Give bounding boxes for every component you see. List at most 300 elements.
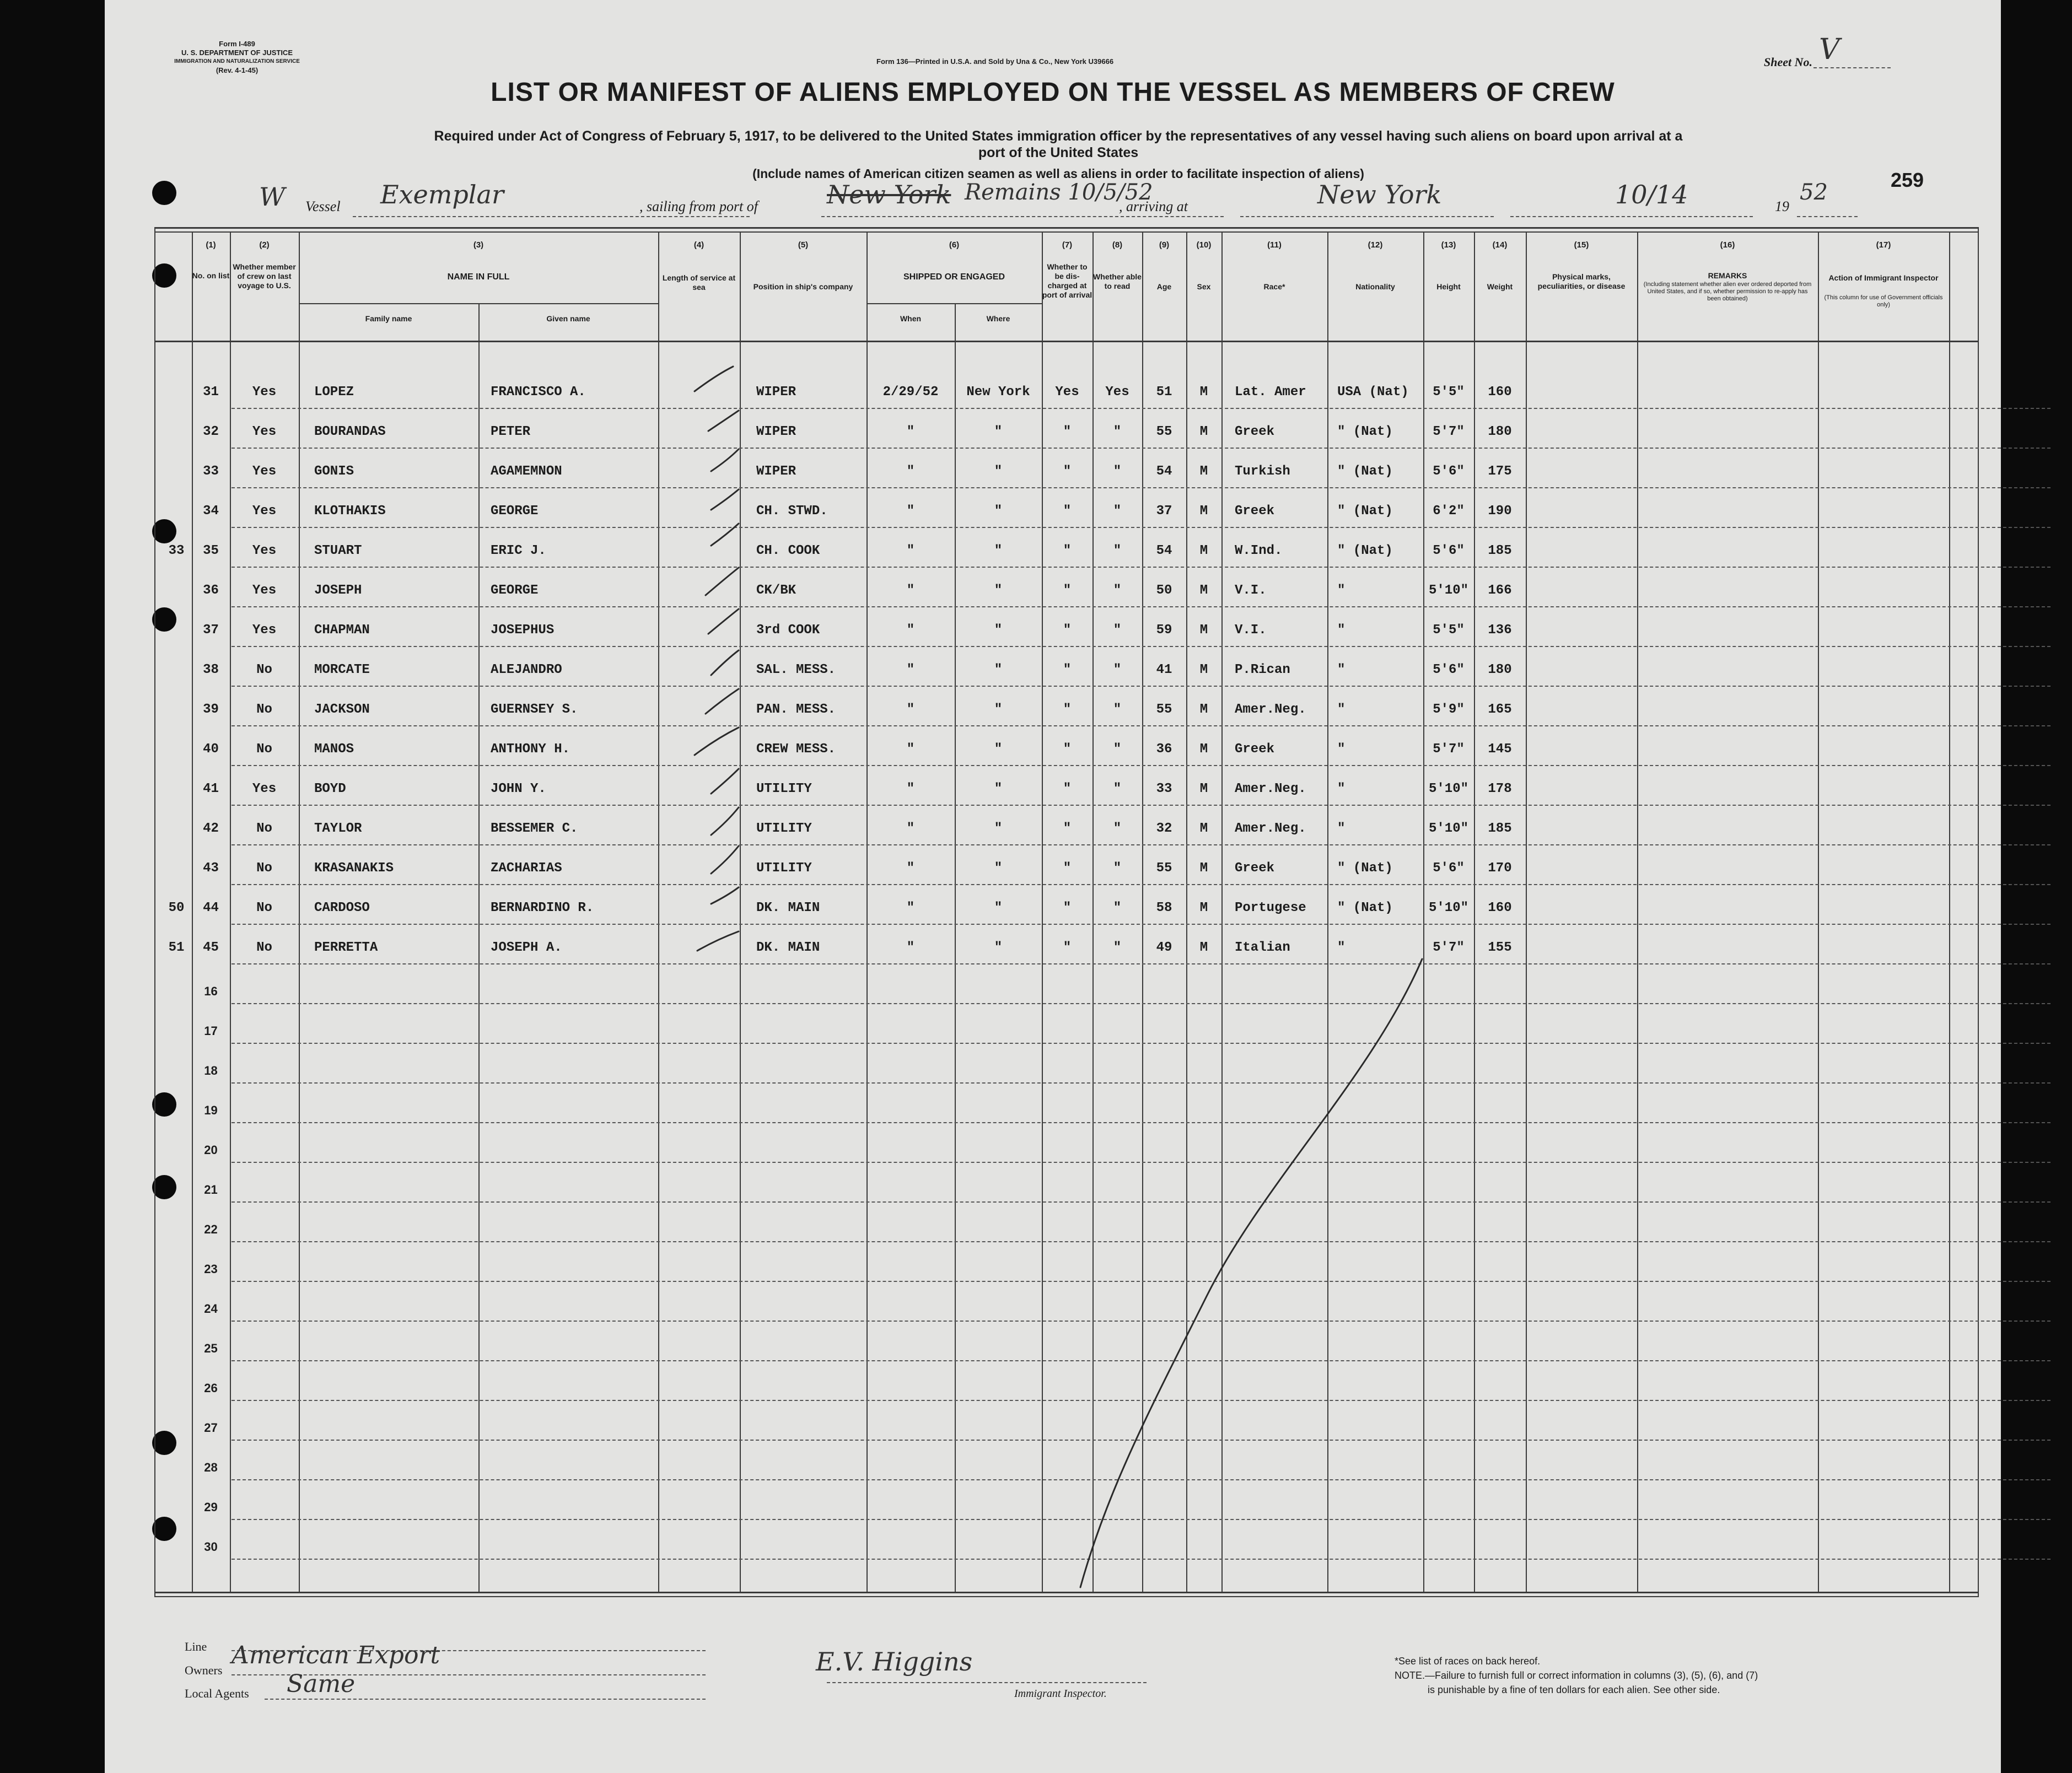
row-8-height: 5'6" <box>1433 662 1465 677</box>
row-10-prev: No <box>256 742 272 757</box>
row-15-nat: " <box>1337 940 1346 955</box>
row-13-weight: 170 <box>1488 861 1512 876</box>
row-11-height: 5'10" <box>1428 782 1468 796</box>
given-name-header: Given name <box>546 314 590 323</box>
blank-row-number: 19 <box>204 1103 218 1117</box>
blank-row-number: 29 <box>204 1500 218 1514</box>
row-12-given: BESSEMER C. <box>491 821 578 836</box>
year-suffix: 52 <box>1800 180 1828 205</box>
handwritten-marks <box>105 0 2001 1773</box>
row-8-where: " <box>994 662 1003 677</box>
row-14-nat: " (Nat) <box>1337 901 1393 915</box>
row-7-read: " <box>1113 623 1122 638</box>
row-3-weight: 175 <box>1488 464 1512 479</box>
row-5-lead: 33 <box>168 543 185 558</box>
row-1-age: 51 <box>1156 385 1172 400</box>
row-13-disch: " <box>1063 861 1072 876</box>
row-13-when: " <box>906 861 915 876</box>
row-8-position: SAL. MESS. <box>756 662 836 677</box>
row-14-given: BERNARDINO R. <box>491 901 594 915</box>
row-15-disch: " <box>1063 940 1072 955</box>
row-15-position: DK. MAIN <box>756 940 820 955</box>
col-15-number: (15) <box>1574 240 1589 250</box>
blank-row-number: 25 <box>204 1341 218 1355</box>
blank-row-number: 21 <box>204 1183 218 1197</box>
row-13-where: " <box>994 861 1003 876</box>
row-14-no: 44 <box>203 901 219 915</box>
row-2-age: 55 <box>1156 424 1172 439</box>
row-4-nat: " (Nat) <box>1337 504 1393 519</box>
row-10-race: Greek <box>1235 742 1275 757</box>
row-9-weight: 165 <box>1488 702 1512 717</box>
col-7-number: (7) <box>1062 240 1073 250</box>
col-14-number: (14) <box>1492 240 1508 250</box>
row-4-read: " <box>1113 504 1122 519</box>
col-7-header: Whether to be dis-charged at port of arrival <box>1042 262 1092 299</box>
row-11-no: 41 <box>203 782 219 796</box>
row-9-prev: No <box>256 702 272 717</box>
row-15-given: JOSEPH A. <box>491 940 562 955</box>
row-12-nat: " <box>1337 821 1346 836</box>
arriving-label: , arriving at <box>1119 198 1188 214</box>
row-11-nat: " <box>1337 782 1346 796</box>
row-2-when: " <box>906 424 915 439</box>
row-13-race: Greek <box>1235 861 1275 876</box>
col-5-number: (5) <box>798 240 809 250</box>
row-9-sex: M <box>1199 702 1208 717</box>
row-13-height: 5'6" <box>1433 861 1465 876</box>
department: U. S. DEPARTMENT OF JUSTICE <box>181 48 293 57</box>
row-8-sex: M <box>1199 662 1208 677</box>
row-15-race: Italian <box>1235 940 1290 955</box>
row-4-age: 37 <box>1156 504 1172 519</box>
row-6-prev: Yes <box>252 583 277 598</box>
row-7-age: 59 <box>1156 623 1172 638</box>
row-8-weight: 180 <box>1488 662 1512 677</box>
blank-row-number: 28 <box>204 1461 218 1474</box>
row-5-height: 5'6" <box>1433 543 1465 558</box>
col-12-header: Nationality <box>1355 282 1395 291</box>
blank-row-number: 23 <box>204 1262 218 1276</box>
row-7-nat: " <box>1337 623 1346 638</box>
row-3-given: AGAMEMNON <box>491 464 562 479</box>
row-13-nat: " (Nat) <box>1337 861 1393 876</box>
col-15-header: Physical marks, peculiarities, or disease <box>1537 272 1626 290</box>
row-4-height: 6'2" <box>1433 504 1465 519</box>
row-10-height: 5'7" <box>1433 742 1465 757</box>
row-11-age: 33 <box>1156 782 1172 796</box>
races-note: *See list of races on back hereof. <box>1395 1656 1541 1667</box>
row-10-family: MANOS <box>314 742 354 757</box>
row-14-where: " <box>994 901 1003 915</box>
row-1-given: FRANCISCO A. <box>491 385 586 400</box>
row-13-no: 43 <box>203 861 219 876</box>
arriving-port: New York <box>1317 180 1442 209</box>
row-12-disch: " <box>1063 821 1072 836</box>
row-7-disch: " <box>1063 623 1072 638</box>
row-5-given: ERIC J. <box>491 543 546 558</box>
row-1-position: WIPER <box>756 385 796 400</box>
row-14-disch: " <box>1063 901 1072 915</box>
inspector-signature: E.V. Higgins <box>816 1647 973 1677</box>
row-5-no: 35 <box>203 543 219 558</box>
inspector-label: Immigrant Inspector. <box>1014 1688 1107 1700</box>
blank-row-number: 16 <box>204 984 218 998</box>
vessel-label: Vessel <box>305 198 341 214</box>
row-11-position: UTILITY <box>756 782 812 796</box>
row-15-when: " <box>906 940 915 955</box>
row-8-read: " <box>1113 662 1122 677</box>
col-1-header: No. on list <box>192 271 230 280</box>
row-3-when: " <box>906 464 915 479</box>
blank-row-number: 17 <box>204 1024 218 1038</box>
row-6-where: " <box>994 583 1003 598</box>
row-13-given: ZACHARIAS <box>491 861 562 876</box>
col-8-number: (8) <box>1112 240 1123 250</box>
row-5-sex: M <box>1199 543 1208 558</box>
row-3-family: GONIS <box>314 464 354 479</box>
row-2-sex: M <box>1199 424 1208 439</box>
row-15-sex: M <box>1199 940 1208 955</box>
row-1-sex: M <box>1199 385 1208 400</box>
row-2-family: BOURANDAS <box>314 424 386 439</box>
row-9-where: " <box>994 702 1003 717</box>
row-9-race: Amer.Neg. <box>1235 702 1306 717</box>
col-2-header: Whether member of crew on last voyage to U.S. <box>233 262 296 290</box>
row-10-position: CREW MESS. <box>756 742 836 757</box>
row-14-lead: 50 <box>168 901 185 915</box>
row-15-age: 49 <box>1156 940 1172 955</box>
col-11-header: Race* <box>1263 282 1285 291</box>
page-number: 259 <box>1891 169 1924 191</box>
row-2-prev: Yes <box>252 424 277 439</box>
row-7-given: JOSEPHUS <box>491 623 555 638</box>
row-3-prev: Yes <box>252 464 277 479</box>
col-3-header: NAME IN FULL <box>447 272 510 282</box>
row-10-no: 40 <box>203 742 219 757</box>
row-14-weight: 160 <box>1488 901 1512 915</box>
row-5-weight: 185 <box>1488 543 1512 558</box>
row-9-disch: " <box>1063 702 1072 717</box>
arrival-date: 10/14 <box>1615 180 1688 209</box>
row-6-no: 36 <box>203 583 219 598</box>
row-4-race: Greek <box>1235 504 1275 519</box>
local-agents-value: Same <box>287 1670 356 1698</box>
row-11-when: " <box>906 782 915 796</box>
row-11-disch: " <box>1063 782 1072 796</box>
row-8-when: " <box>906 662 915 677</box>
row-4-sex: M <box>1199 504 1208 519</box>
service: IMMIGRATION AND NATURALIZATION SERVICE <box>174 58 300 64</box>
blank-row-number: 20 <box>204 1143 218 1157</box>
col-4-header: Length of service at sea <box>662 273 736 292</box>
row-9-no: 39 <box>203 702 219 717</box>
row-12-when: " <box>906 821 915 836</box>
printer-line: Form 136—Printed in U.S.A. and Sold by Una & Co., New York U39666 <box>876 57 1114 66</box>
row-6-nat: " <box>1337 583 1346 598</box>
row-7-weight: 136 <box>1488 623 1512 638</box>
row-6-when: " <box>906 583 915 598</box>
row-12-no: 42 <box>203 821 219 836</box>
row-2-weight: 180 <box>1488 424 1512 439</box>
row-10-read: " <box>1113 742 1122 757</box>
row-1-race: Lat. Amer <box>1235 385 1306 400</box>
row-9-read: " <box>1113 702 1122 717</box>
row-4-where: " <box>994 504 1003 519</box>
row-12-prev: No <box>256 821 272 836</box>
row-1-prev: Yes <box>252 385 277 400</box>
sailing-label: , sailing from port of <box>639 198 758 214</box>
row-13-position: UTILITY <box>756 861 812 876</box>
row-10-where: " <box>994 742 1003 757</box>
row-14-sex: M <box>1199 901 1208 915</box>
row-8-disch: " <box>1063 662 1072 677</box>
row-2-nat: " (Nat) <box>1337 424 1393 439</box>
row-6-sex: M <box>1199 583 1208 598</box>
row-11-sex: M <box>1199 782 1208 796</box>
row-14-when: " <box>906 901 915 915</box>
col-6-number: (6) <box>949 240 960 250</box>
col-11-number: (11) <box>1267 240 1282 250</box>
col-12-number: (12) <box>1368 240 1383 250</box>
line-label: Line <box>185 1640 207 1653</box>
row-5-prev: Yes <box>252 543 277 558</box>
blank-row-number: 26 <box>204 1381 218 1395</box>
when-header: When <box>900 314 922 323</box>
col-8-header: Whether able to read <box>1093 272 1142 290</box>
subtitle-line-3: (Include names of American citizen seamen as well as aliens in order to facilitate inspection of aliens) <box>752 166 1364 181</box>
row-10-sex: M <box>1199 742 1208 757</box>
row-2-position: WIPER <box>756 424 796 439</box>
sailing-port-struck: New York <box>827 180 951 209</box>
row-2-no: 32 <box>203 424 219 439</box>
owners-value: American Export <box>232 1641 440 1669</box>
form-number: Form I-489 <box>219 40 255 48</box>
row-7-prev: Yes <box>252 623 277 638</box>
family-name-header: Family name <box>365 314 412 323</box>
col-2-number: (2) <box>259 240 270 250</box>
sailing-port: Remains 10/5/52 <box>965 180 1153 205</box>
row-1-when: 2/29/52 <box>882 385 939 400</box>
row-3-nat: " (Nat) <box>1337 464 1393 479</box>
row-15-prev: No <box>256 940 272 955</box>
row-5-age: 54 <box>1156 543 1172 558</box>
subtitle-line-1: Required under Act of Congress of February 5, 1917, to be delivered to the United States immigration officer by the representatives of any vessel having such aliens on board upon arrival at a <box>434 128 1683 144</box>
row-4-given: GEORGE <box>491 504 539 519</box>
row-4-disch: " <box>1063 504 1072 519</box>
sheet-number: V <box>1819 33 1840 66</box>
row-2-disch: " <box>1063 424 1072 439</box>
row-12-read: " <box>1113 821 1122 836</box>
action-note: (This column for use of Government officials only) <box>1824 294 1943 308</box>
row-6-disch: " <box>1063 583 1072 598</box>
col-17-header: Action of Immigrant Inspector <box>1828 273 1939 282</box>
row-6-family: JOSEPH <box>314 583 362 598</box>
row-10-when: " <box>906 742 915 757</box>
row-13-prev: No <box>256 861 272 876</box>
row-5-when: " <box>906 543 915 558</box>
row-9-when: " <box>906 702 915 717</box>
row-10-nat: " <box>1337 742 1346 757</box>
row-12-sex: M <box>1199 821 1208 836</box>
row-15-no: 45 <box>203 940 219 955</box>
row-4-family: KLOTHAKIS <box>314 504 386 519</box>
row-5-read: " <box>1113 543 1122 558</box>
row-15-where: " <box>994 940 1003 955</box>
row-6-weight: 166 <box>1488 583 1512 598</box>
penalty-note-2: is punishable by a fine of ten dollars for each alien. See other side. <box>1428 1684 1720 1695</box>
row-13-read: " <box>1113 861 1122 876</box>
blank-row-number: 30 <box>204 1540 218 1554</box>
row-3-no: 33 <box>203 464 219 479</box>
row-14-position: DK. MAIN <box>756 901 820 915</box>
row-6-read: " <box>1113 583 1122 598</box>
row-15-weight: 155 <box>1488 940 1512 955</box>
row-9-position: PAN. MESS. <box>756 702 836 717</box>
col-4-number: (4) <box>693 240 704 250</box>
row-9-height: 5'9" <box>1433 702 1465 717</box>
row-12-age: 32 <box>1156 821 1172 836</box>
row-12-where: " <box>994 821 1003 836</box>
row-3-disch: " <box>1063 464 1072 479</box>
row-2-race: Greek <box>1235 424 1275 439</box>
col-1-number: (1) <box>206 240 216 250</box>
row-7-race: V.I. <box>1235 623 1267 638</box>
vessel-prefix-handwritten: W <box>259 182 286 212</box>
row-13-age: 55 <box>1156 861 1172 876</box>
row-2-height: 5'7" <box>1433 424 1465 439</box>
row-8-family: MORCATE <box>314 662 370 677</box>
row-6-height: 5'10" <box>1428 583 1468 598</box>
row-3-sex: M <box>1199 464 1208 479</box>
row-4-when: " <box>906 504 915 519</box>
row-14-race: Portugese <box>1235 901 1306 915</box>
col-9-header: Age <box>1156 282 1172 291</box>
where-header: Where <box>986 314 1010 323</box>
row-14-family: CARDOSO <box>314 901 370 915</box>
col-10-number: (10) <box>1196 240 1212 250</box>
owners-label: Owners <box>185 1663 223 1677</box>
row-1-read: Yes <box>1105 385 1129 400</box>
row-1-disch: Yes <box>1055 385 1079 400</box>
row-7-no: 37 <box>203 623 219 638</box>
row-5-family: STUART <box>314 543 362 558</box>
row-7-where: " <box>994 623 1003 638</box>
row-11-family: BOYD <box>314 782 346 796</box>
row-11-race: Amer.Neg. <box>1235 782 1306 796</box>
row-9-given: GUERNSEY S. <box>491 702 578 717</box>
row-13-family: KRASANAKIS <box>314 861 394 876</box>
col-16-header: REMARKS <box>1708 271 1747 280</box>
row-12-height: 5'10" <box>1428 821 1468 836</box>
remarks-note: (Including statement whether alien ever ordered deported from United States, and if so, whether permission to re-apply has been obtained) <box>1643 281 1812 302</box>
row-7-height: 5'5" <box>1433 623 1465 638</box>
col-17-number: (17) <box>1876 240 1891 250</box>
row-14-height: 5'10" <box>1428 901 1468 915</box>
row-6-race: V.I. <box>1235 583 1267 598</box>
vessel-name: Exemplar <box>380 180 504 209</box>
penalty-note-1: NOTE.—Failure to furnish full or correct information in columns (3), (5), (6), and (7) <box>1395 1670 1758 1681</box>
col-9-number: (9) <box>1159 240 1170 250</box>
row-11-prev: Yes <box>252 782 277 796</box>
local-agents-label: Local Agents <box>185 1686 249 1700</box>
row-14-prev: No <box>256 901 272 915</box>
row-6-given: GEORGE <box>491 583 539 598</box>
manifest-sheet <box>105 0 2001 1773</box>
row-6-position: CK/BK <box>756 583 796 598</box>
row-3-where: " <box>994 464 1003 479</box>
year-prefix: 19 <box>1775 198 1789 214</box>
row-8-age: 41 <box>1156 662 1172 677</box>
row-4-position: CH. STWD. <box>756 504 828 519</box>
row-7-family: CHAPMAN <box>314 623 370 638</box>
blank-row-number: 24 <box>204 1302 218 1316</box>
row-3-position: WIPER <box>756 464 796 479</box>
row-8-nat: " <box>1337 662 1346 677</box>
col-6-header: SHIPPED OR ENGAGED <box>903 272 1005 282</box>
document-title: LIST OR MANIFEST OF ALIENS EMPLOYED ON THE VESSEL AS MEMBERS OF CREW <box>491 78 1615 107</box>
row-2-given: PETER <box>491 424 531 439</box>
col-3-number: (3) <box>473 240 484 250</box>
col-5-header: Position in ship's company <box>753 282 853 291</box>
col-16-number: (16) <box>1720 240 1735 250</box>
row-3-read: " <box>1113 464 1122 479</box>
row-11-where: " <box>994 782 1003 796</box>
row-8-race: P.Rican <box>1235 662 1290 677</box>
row-5-disch: " <box>1063 543 1072 558</box>
row-14-read: " <box>1113 901 1122 915</box>
row-1-weight: 160 <box>1488 385 1512 400</box>
row-2-where: " <box>994 424 1003 439</box>
row-12-race: Amer.Neg. <box>1235 821 1306 836</box>
row-3-height: 5'6" <box>1433 464 1465 479</box>
row-8-no: 38 <box>203 662 219 677</box>
row-12-position: UTILITY <box>756 821 812 836</box>
col-14-header: Weight <box>1487 282 1513 291</box>
row-5-nat: " (Nat) <box>1337 543 1393 558</box>
row-15-family: PERRETTA <box>314 940 378 955</box>
row-10-age: 36 <box>1156 742 1172 757</box>
row-1-family: LOPEZ <box>314 385 354 400</box>
row-9-age: 55 <box>1156 702 1172 717</box>
row-7-position: 3rd COOK <box>756 623 820 638</box>
row-1-where: New York <box>966 385 1030 400</box>
blank-row-number: 22 <box>204 1222 218 1236</box>
col-10-header: Sex <box>1197 282 1211 291</box>
revision: (Rev. 4-1-45) <box>216 66 259 74</box>
row-7-when: " <box>906 623 915 638</box>
row-12-family: TAYLOR <box>314 821 362 836</box>
row-6-age: 50 <box>1156 583 1172 598</box>
row-7-sex: M <box>1199 623 1208 638</box>
row-11-given: JOHN Y. <box>491 782 546 796</box>
row-10-disch: " <box>1063 742 1072 757</box>
row-4-prev: Yes <box>252 504 277 519</box>
row-13-sex: M <box>1199 861 1208 876</box>
row-10-given: ANTHONY H. <box>491 742 571 757</box>
col-13-number: (13) <box>1441 240 1456 250</box>
blank-row-number: 18 <box>204 1064 218 1077</box>
row-1-height: 5'5" <box>1433 385 1465 400</box>
row-5-race: W.Ind. <box>1235 543 1283 558</box>
row-2-read: " <box>1113 424 1122 439</box>
row-5-where: " <box>994 543 1003 558</box>
row-8-given: ALEJANDRO <box>491 662 562 677</box>
row-11-read: " <box>1113 782 1122 796</box>
row-1-no: 31 <box>203 385 219 400</box>
subtitle-line-2: port of the United States <box>978 145 1139 160</box>
col-13-header: Height <box>1436 282 1461 291</box>
